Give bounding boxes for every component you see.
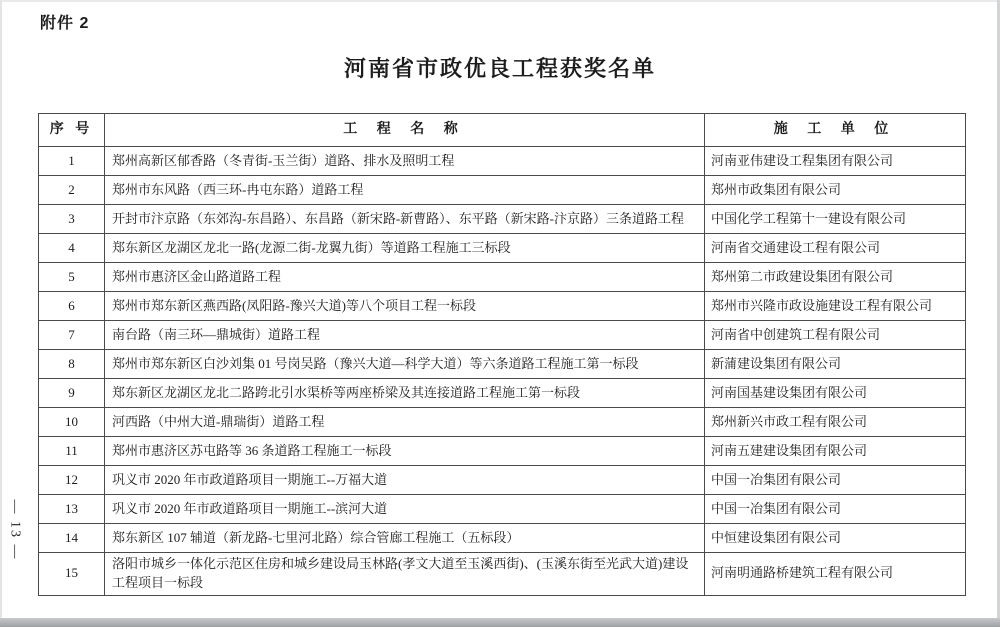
- table-row: [39, 524, 966, 553]
- row-index-cell: 12: [39, 466, 105, 495]
- project-name-cell: 郑东新区 107 辅道（新龙路-七里河北路）综合管廊工程施工（五标段）: [105, 524, 705, 553]
- project-name-cell: 郑州市郑东新区白沙刘集 01 号岗吴路（豫兴大道—科学大道）等六条道路工程施工第一标段: [105, 350, 705, 379]
- row-index-cell: 9: [39, 379, 105, 408]
- table-row: [39, 176, 966, 205]
- table-body: [39, 147, 966, 596]
- row-index-cell: 11: [39, 437, 105, 466]
- company-name-cell: 河南明通路桥建筑工程有限公司: [705, 553, 966, 596]
- table-row: [39, 553, 966, 596]
- row-index-cell: 8: [39, 350, 105, 379]
- project-name-cell: 洛阳市城乡一体化示范区住房和城乡建设局玉林路(孝文大道至玉溪西街)、(玉溪东街至光武大道)建设工程项目一标段: [105, 553, 705, 596]
- company-name-cell: 郑州市政集团有限公司: [705, 176, 966, 205]
- row-index-cell: 14: [39, 524, 105, 553]
- project-name-cell: 郑州市惠济区金山路道路工程: [105, 263, 705, 292]
- table-header-row: [39, 114, 966, 147]
- row-index-cell: 10: [39, 408, 105, 437]
- scan-edge-top: [0, 0, 1000, 2]
- table-row: [39, 466, 966, 495]
- row-index-cell: 15: [39, 553, 105, 596]
- company-name-cell: 中恒建设集团有限公司: [705, 524, 966, 553]
- project-name-cell: 巩义市 2020 年市政道路项目一期施工--万福大道: [105, 466, 705, 495]
- project-name-cell: 郑州市惠济区苏屯路等 36 条道路工程施工一标段: [105, 437, 705, 466]
- attachment-label: 附件 2: [40, 15, 90, 32]
- company-name-cell: 河南省中创建筑工程有限公司: [705, 321, 966, 350]
- table-row: [39, 379, 966, 408]
- row-index-cell: 13: [39, 495, 105, 524]
- scan-edge-bottom: [0, 618, 1000, 627]
- table-row: [39, 495, 966, 524]
- company-name-cell: 新蒲建设集团有限公司: [705, 350, 966, 379]
- row-index-cell: 4: [39, 234, 105, 263]
- company-name-cell: 郑州第二市政建设集团有限公司: [705, 263, 966, 292]
- row-index-cell: 6: [39, 292, 105, 321]
- table-row: [39, 234, 966, 263]
- project-name-cell: 郑东新区龙湖区龙北一路(龙源二街-龙翼九街）等道路工程施工三标段: [105, 234, 705, 263]
- company-name-cell: 河南五建建设集团有限公司: [705, 437, 966, 466]
- row-index-cell: 3: [39, 205, 105, 234]
- col-header-index: 序 号: [39, 114, 105, 147]
- project-name-cell: 郑州市郑东新区燕西路(凤阳路-豫兴大道)等八个项目工程一标段: [105, 292, 705, 321]
- page-number: [0, 462, 28, 597]
- project-name-cell: 河西路（中州大道-鼎瑞街）道路工程: [105, 408, 705, 437]
- row-index-cell: 7: [39, 321, 105, 350]
- project-name-cell: 郑东新区龙湖区龙北二路跨北引水渠桥等两座桥梁及其连接道路工程施工第一标段: [105, 379, 705, 408]
- table-row: [39, 205, 966, 234]
- row-index-cell: 1: [39, 147, 105, 176]
- table-row: [39, 437, 966, 466]
- project-name-cell: 开封市汴京路（东郊沟-东昌路）、东昌路（新宋路-新曹路）、东平路（新宋路-汴京路）三条道路工程: [105, 205, 705, 234]
- row-index-cell: 5: [39, 263, 105, 292]
- project-name-cell: 郑州市东风路（西三环-冉屯东路）道路工程: [105, 176, 705, 205]
- row-index-cell: 2: [39, 176, 105, 205]
- company-name-cell: 郑州市兴隆市政设施建设工程有限公司: [705, 292, 966, 321]
- company-name-cell: 河南国基建设集团有限公司: [705, 379, 966, 408]
- project-name-cell: 巩义市 2020 年市政道路项目一期施工--滨河大道: [105, 495, 705, 524]
- table-row: [39, 147, 966, 176]
- table-row: [39, 292, 966, 321]
- page-title: 河南省市政优良工程获奖名单: [343, 56, 656, 81]
- company-name-cell: 中国一冶集团有限公司: [705, 495, 966, 524]
- project-name-cell: 郑州高新区郁香路（冬青街-玉兰街）道路、排水及照明工程: [105, 147, 705, 176]
- company-name-cell: 河南亚伟建设工程集团有限公司: [705, 147, 966, 176]
- table-row: [39, 321, 966, 350]
- company-name-cell: 中国化学工程第十一建设有限公司: [705, 205, 966, 234]
- page-number-text: — 13 —: [7, 499, 22, 560]
- table-row: [39, 350, 966, 379]
- company-name-cell: 中国一冶集团有限公司: [705, 466, 966, 495]
- col-header-company: 施 工 单 位: [705, 114, 966, 147]
- company-name-cell: 郑州新兴市政工程有限公司: [705, 408, 966, 437]
- table-row: [39, 408, 966, 437]
- table-row: [39, 263, 966, 292]
- awards-table: [38, 113, 966, 596]
- company-name-cell: 河南省交通建设工程有限公司: [705, 234, 966, 263]
- project-name-cell: 南台路（南三环—鼎城街）道路工程: [105, 321, 705, 350]
- col-header-project: 工 程 名 称: [105, 114, 705, 147]
